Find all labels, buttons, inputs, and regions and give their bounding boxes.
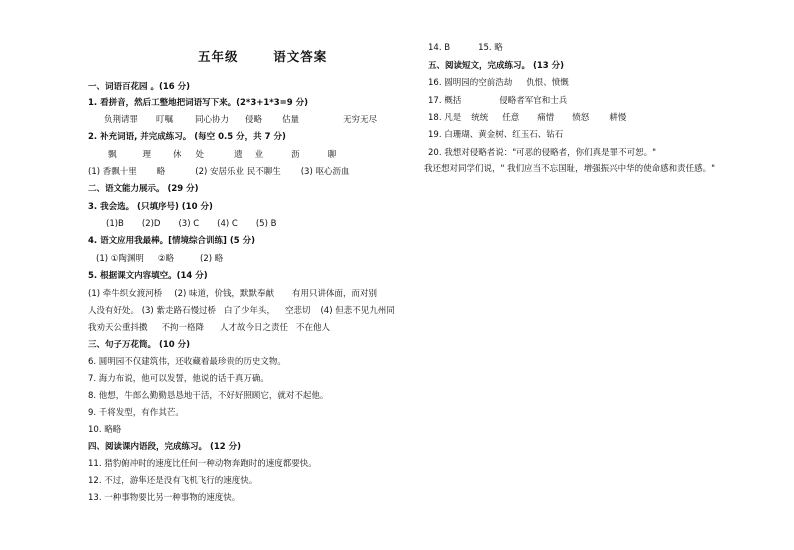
answer-part: 耕慢 xyxy=(609,113,627,123)
question-4-answers xyxy=(96,254,223,265)
answer-word: 无穷无尽 xyxy=(343,115,378,125)
answer-part: 略 xyxy=(156,167,166,177)
answer-part: 空悲切 xyxy=(284,306,311,316)
answer-part: ②略 xyxy=(157,254,174,264)
answer-part: (1) ①陶渊明 xyxy=(96,254,144,264)
answer-part: 愤怒 xyxy=(572,113,590,123)
answer-word: 侵略 xyxy=(245,115,263,125)
answer-option: (5) B xyxy=(255,219,277,229)
answer-char: 理 xyxy=(142,150,152,160)
answer-part: 16. 圆明园的空前浩劫 xyxy=(428,78,513,88)
question-3: 3. 我会选。 (只填序号) (10 分) xyxy=(88,202,213,212)
question-7: 7. 海力布说，他可以发誓，他说的话千真万确。 xyxy=(88,374,269,384)
question-15: 15. 略 xyxy=(478,43,503,53)
title-subject: 语文答案 xyxy=(273,49,328,64)
page-title xyxy=(198,47,327,65)
answer-part: 有用只讲体面，而对别 xyxy=(292,289,378,299)
section-3-heading: 三、句子万花筒。 (10 分) xyxy=(88,340,191,350)
answer-part: 痛惜 xyxy=(537,113,555,123)
answer-part: 不拘一格降 xyxy=(161,323,205,333)
answer-part: 人没有好处。 (3) 紫走路石慢过桥 xyxy=(88,306,216,316)
answer-part: 18. 凡是 xyxy=(428,113,462,123)
question-20-line-2: 我还想对同学们说，" 我们应当不忘国耻，增强振兴中华的使命感和责任感。" xyxy=(424,164,716,174)
answer-option: (1)B xyxy=(106,219,124,229)
question-5-line-1 xyxy=(88,289,377,300)
answer-part: (2) 味道，价钱，默默奉献 xyxy=(174,289,274,299)
answer-option: (3) C xyxy=(178,219,200,229)
question-17 xyxy=(428,96,567,107)
answer-part: (2) 略 xyxy=(200,254,224,264)
questions-14-15 xyxy=(428,43,503,54)
section-1-heading: 一、词语百花园 。(16 分) xyxy=(88,82,191,92)
answer-part: 仇恨、愤慨 xyxy=(526,78,569,88)
question-5-line-2 xyxy=(88,306,395,317)
answer-part: (3) 呕心沥血 xyxy=(300,167,350,177)
question-5-line-3 xyxy=(88,323,330,334)
question-1-answers xyxy=(104,115,377,126)
question-2: 2. 补充词语, 并完成练习。 (每空 0.5 分，共 7 分) xyxy=(88,132,286,142)
answer-part: (1) 牵牛织女渡河桥 xyxy=(88,289,163,299)
answer-part: 我劝天公重抖擞 xyxy=(88,323,148,333)
answer-part: 侵略者军官和士兵 xyxy=(499,96,568,106)
answer-char: 休 xyxy=(173,150,182,160)
question-11: 11. 猎豹俯冲时的速度比任何一种动物奔跑时的速度都要快。 xyxy=(88,459,317,469)
answer-word: 同心协力 xyxy=(195,115,230,125)
answer-char: 处 xyxy=(195,150,205,160)
question-6: 6. 圆明园不仅建筑伟，还收藏着最珍贵的历史文物。 xyxy=(88,357,286,367)
answer-part: 统统 xyxy=(471,113,489,123)
question-8: 8. 他想，牛郎么勤勤恳恳地干活，不好好照顾它，就对不起他。 xyxy=(88,391,329,401)
answer-option: (4) C xyxy=(217,219,238,229)
title-grade: 五年级 xyxy=(198,49,239,64)
answer-part: 白了少年头， xyxy=(223,306,275,316)
answer-word: 估量 xyxy=(282,115,300,125)
question-5: 5. 根据课文内容填空。(14 分) xyxy=(88,271,208,281)
question-18 xyxy=(428,113,626,124)
answer-part: 17. 概括 xyxy=(428,96,462,106)
answer-part: 人才故今日之责任 xyxy=(220,323,289,333)
question-13: 13. 一种事物要比另一种事物的速度快。 xyxy=(88,493,241,503)
answer-part: (2) 安居乐业 民不聊生 xyxy=(195,167,281,177)
answer-part: 任意 xyxy=(502,113,520,123)
answer-word: 叮嘱 xyxy=(156,115,174,125)
question-4: 4. 语文应用我最棒。[情境综合训练] (5 分) xyxy=(88,236,255,246)
answer-char: 沥 xyxy=(291,150,300,160)
answer-part: (4) 但悲不见九州同 xyxy=(320,306,395,316)
answer-option: (2)D xyxy=(141,219,161,229)
question-14: 14. B xyxy=(428,43,451,53)
question-10: 10. 略略 xyxy=(88,425,122,435)
answer-char: 遗 xyxy=(234,150,243,160)
question-19: 19. 白珊瑚、黄金树、红玉石、钻石 xyxy=(428,130,564,140)
question-12: 12. 不过，游隼还是没有飞机飞行的速度快。 xyxy=(88,476,258,486)
answer-char: 业 xyxy=(254,150,264,160)
question-3-answers xyxy=(106,219,276,230)
answer-word: 负荆请罪 xyxy=(104,115,139,125)
answer-char: 聊 xyxy=(327,150,337,160)
question-2-answers xyxy=(88,167,349,178)
question-9: 9. 千将发型，有作其芒。 xyxy=(88,408,184,418)
answer-part: (1) 香飘十里 xyxy=(88,167,137,177)
section-2-heading: 二、语文能力展示。 (29 分) xyxy=(88,184,199,194)
answer-char: 飘 xyxy=(108,150,117,160)
question-20-line-1: 20. 我想对侵略者说："可恶的侵略者，你们真是罪不可恕。" xyxy=(428,148,657,158)
answer-part: 不在他人 xyxy=(296,323,331,333)
question-2-chars xyxy=(108,150,336,161)
section-5-heading: 五、阅读短文，完成练习。 (13 分) xyxy=(428,61,565,71)
section-4-heading: 四、阅读课内语段，完成练习。 (12 分) xyxy=(88,442,242,452)
question-1: 1. 看拼音，然后工整地把词语写下来。(2*3+1*3=9 分) xyxy=(88,98,309,108)
question-16 xyxy=(428,78,569,89)
